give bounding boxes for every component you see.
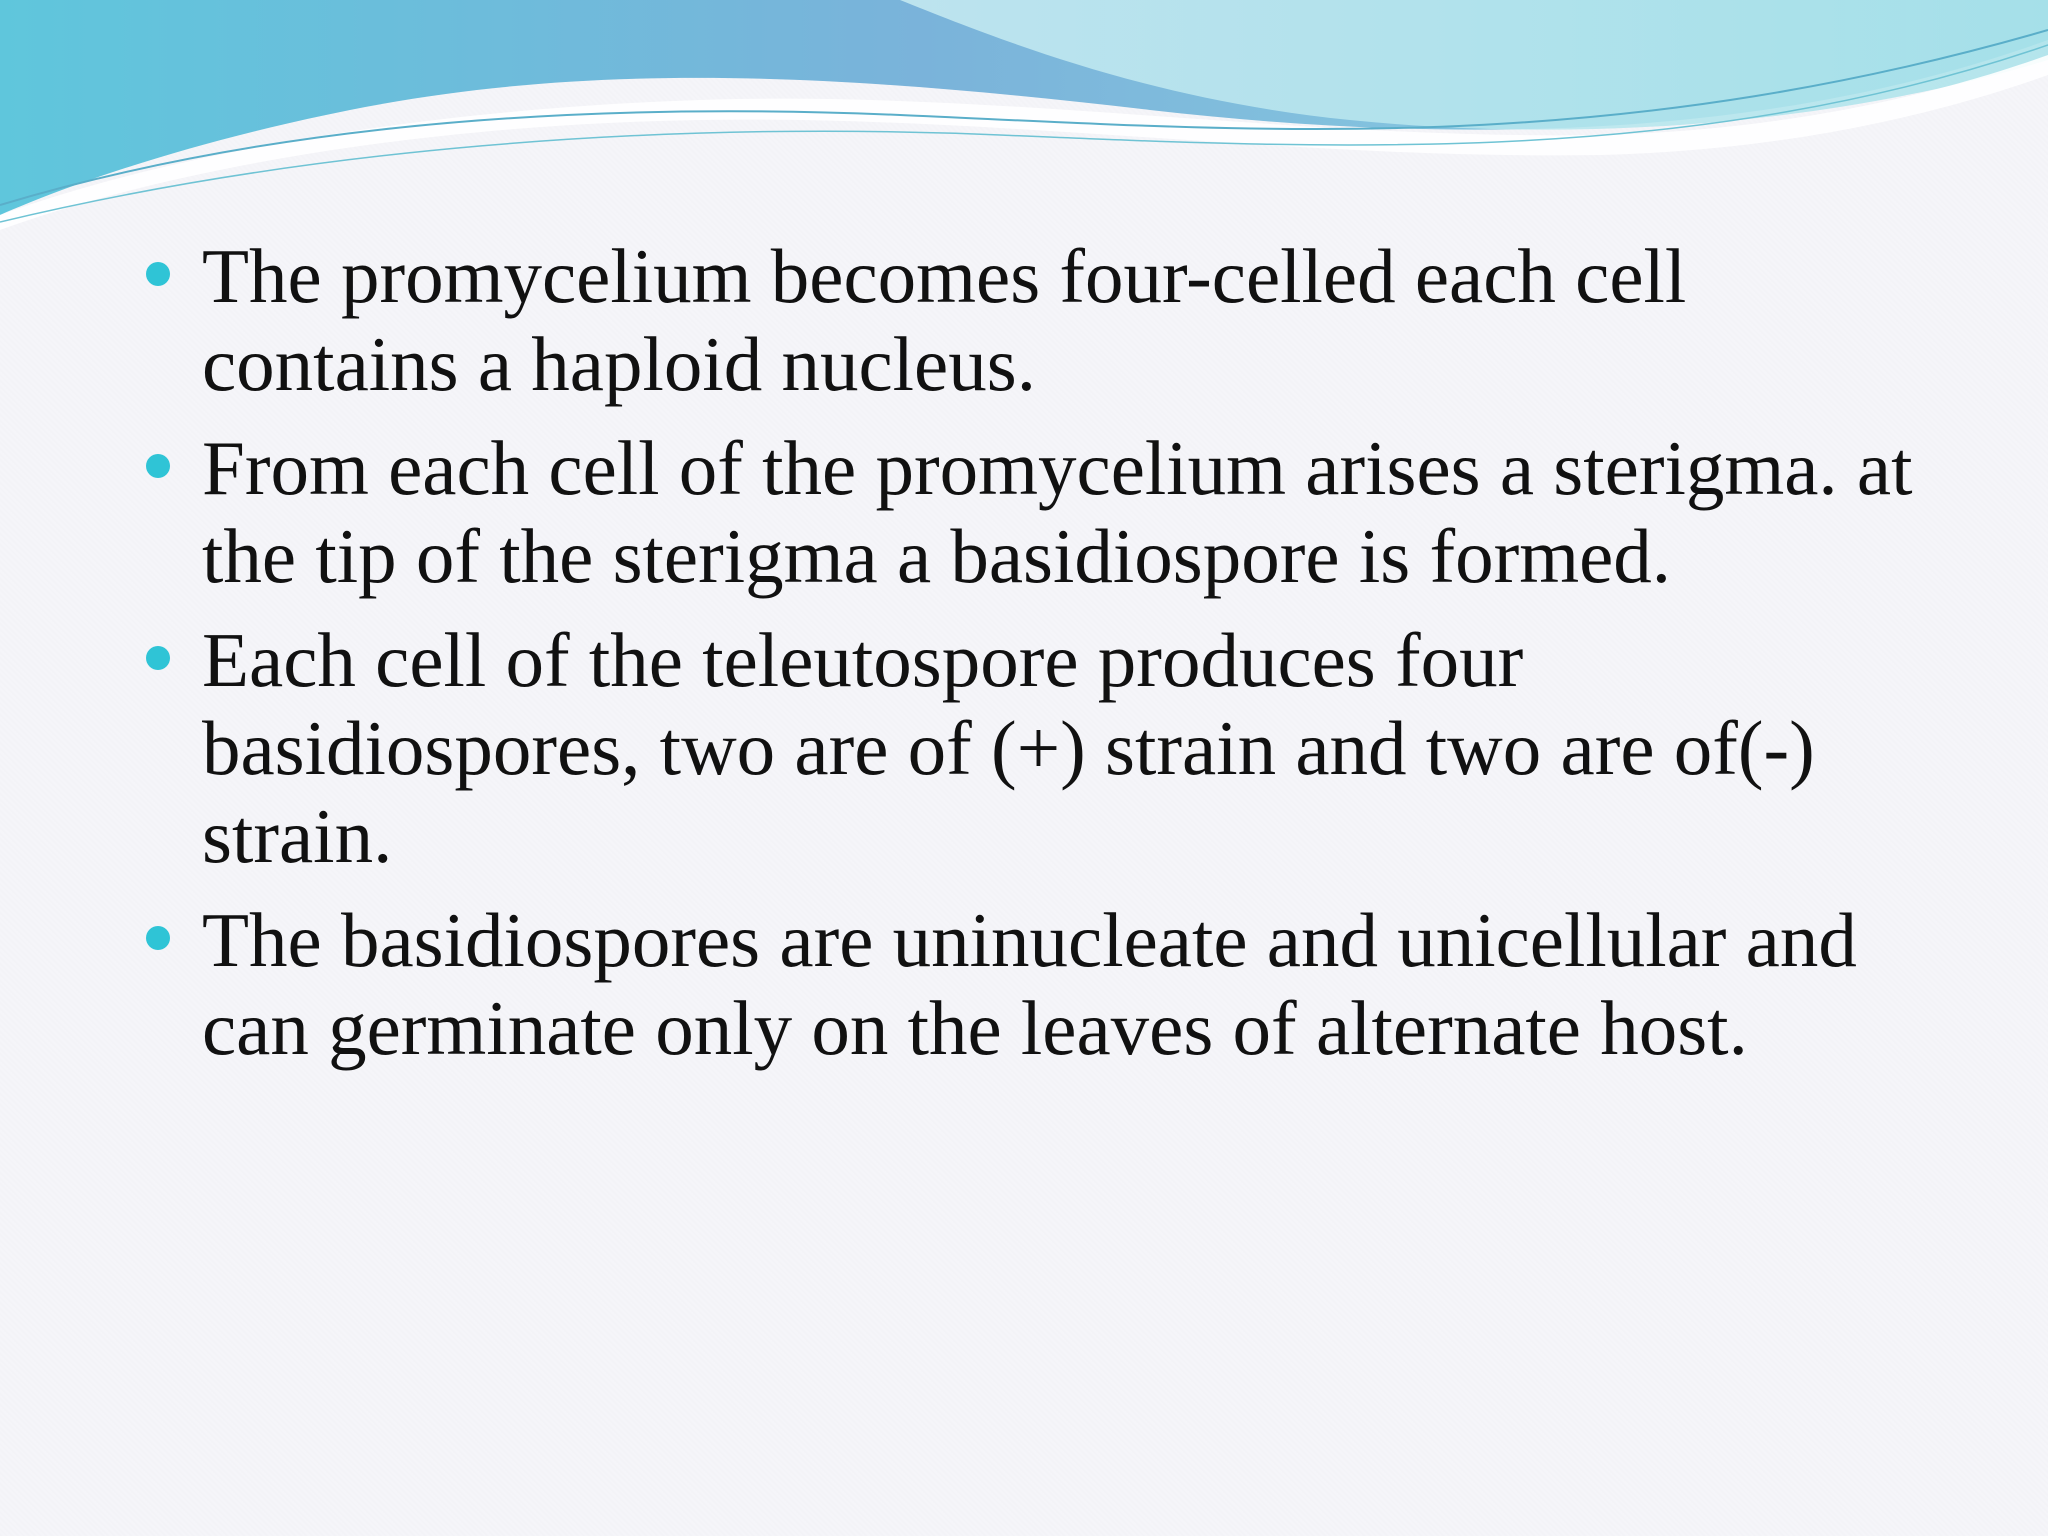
bullet-list bbox=[140, 232, 1960, 1072]
bullet-text: The basidiospores are uninucleate and unicellular and can germinate only on the leaves of alternate host. bbox=[202, 897, 1857, 1071]
bullet-item bbox=[140, 616, 1960, 880]
bullet-item bbox=[140, 424, 1960, 600]
bullet-dot-icon bbox=[146, 262, 170, 286]
bullet-dot-icon bbox=[146, 454, 170, 478]
bullet-item bbox=[140, 896, 1960, 1072]
bullet-text: The promycelium becomes four-celled each cell contains a haploid nucleus. bbox=[202, 233, 1687, 407]
slide-content bbox=[140, 232, 1960, 1088]
bullet-text: Each cell of the teleutospore produces four basidiospores, two are of (+) strain and two are of(-) strain. bbox=[202, 617, 1815, 879]
bullet-dot-icon bbox=[146, 926, 170, 950]
bullet-dot-icon bbox=[146, 646, 170, 670]
bullet-text: From each cell of the promycelium arises a sterigma. at the tip of the sterigma a basidiospore is formed. bbox=[202, 425, 1913, 599]
header-wave-decoration bbox=[0, 0, 2048, 240]
bullet-item bbox=[140, 232, 1960, 408]
